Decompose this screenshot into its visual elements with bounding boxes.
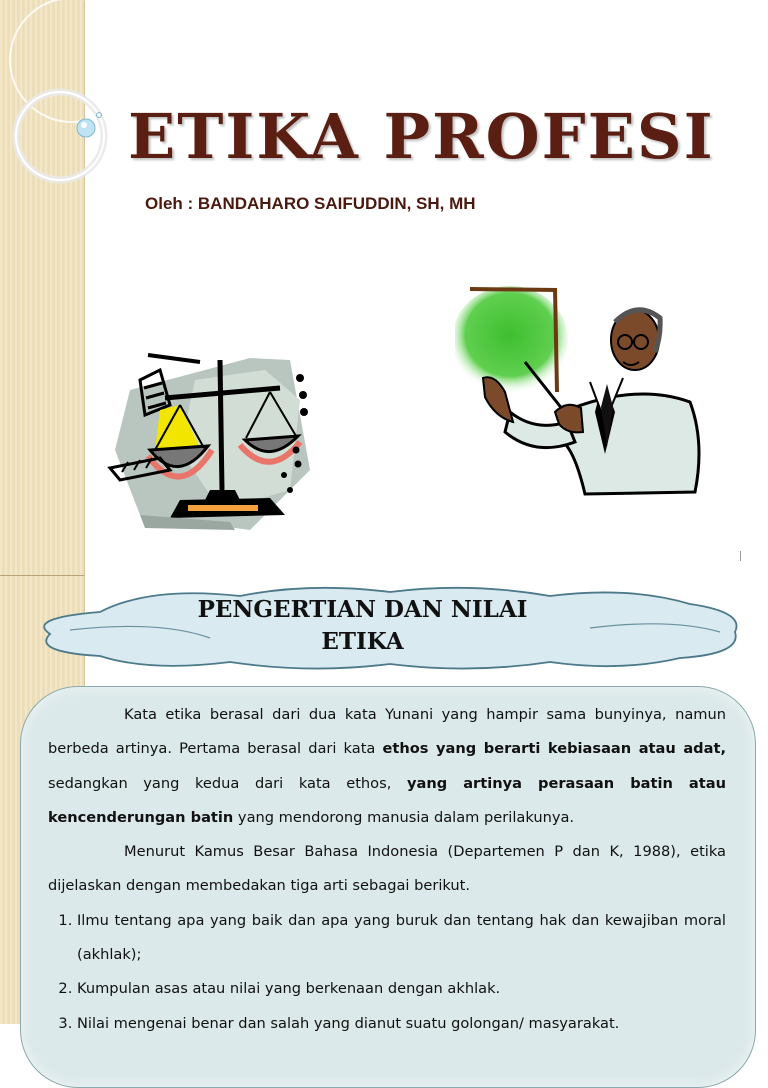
para1-bold-batin: yang artinya perasaan batin atau kencenderungan batin (48, 774, 726, 826)
teacher-pointing-icon (455, 282, 710, 497)
section-heading: PENGERTIAN DAN NILAI ETIKA (197, 596, 528, 655)
list-item: 3. Nilai mengenai benar dan salah yang dianut suatu golongan/ masyarakat. (77, 1007, 726, 1041)
paragraph-2: Menurut Kamus Besar Bahasa Indonesia (Departemen P dan K, 1988), etika dijelaskan dengan membedakan tiga arti sebagai berikut. (48, 843, 726, 895)
tick-mark (740, 551, 741, 561)
definition-list (48, 904, 726, 1041)
paragraph-1 (48, 698, 726, 835)
decorative-rings-icon (0, 0, 130, 200)
content-text (48, 698, 726, 1041)
para1-bold-ethos: ethos yang berarti kebiasaan atau adat, (382, 740, 726, 758)
para1-text-c: sedangkan yang kedua dari kata ethos, (48, 774, 407, 792)
list-item: 1. Ilmu tentang apa yang baik dan apa yang buruk dan tentang hak dan kewajiban moral (akhlak); (77, 904, 726, 973)
para1-text-e: yang mendorong manusia dalam perilakunya. (233, 808, 575, 826)
author-line: Oleh : BANDAHARO SAIFUDDIN, SH, MH (145, 194, 476, 213)
para1-text-a: Kata etika berasal dari dua kata Yunani yang hampir sama bunyinya, namun berbeda artinya. Pertama berasal dari kata (48, 706, 726, 758)
page-title: ETIKA PROFESI (128, 100, 715, 173)
sidebar-divider (0, 575, 84, 576)
list-item: 2. Kumpulan asas atau nilai yang berkenaan dengan akhlak. (77, 972, 726, 1006)
scales-of-justice-icon (100, 350, 315, 535)
